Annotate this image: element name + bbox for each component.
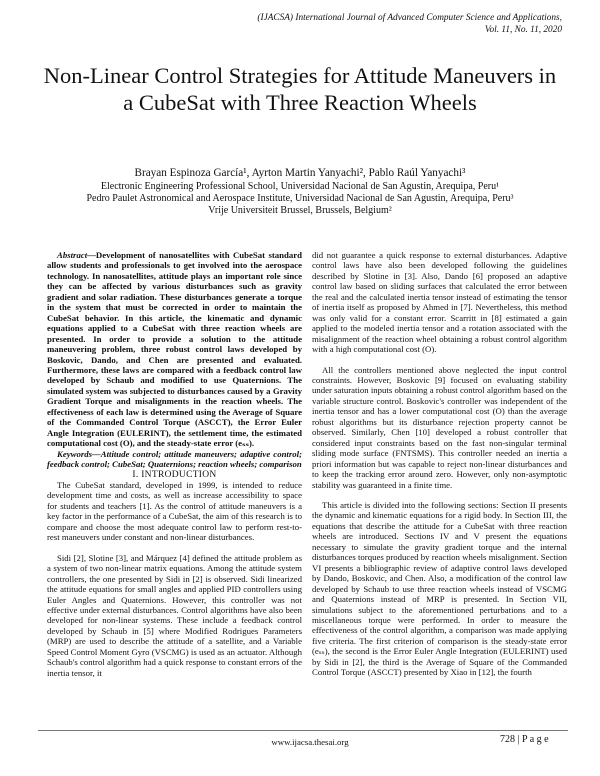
author-block bbox=[40, 165, 560, 217]
intro-paragraph-1: The CubeSat standard, developed in 1999, is intended to reduce development time and costs, as well as increase accessibility to space for students and teachers [1]. As the control of attitude maneuvers is a key factor in the performance of a CubeSat, the aim of this research is to compare and choose the most adequate control law to perform rest-to-rest maneuvers under constant and non-linear disturbances. bbox=[47, 479, 302, 543]
abstract-label: Abstract bbox=[57, 250, 88, 260]
abstract-text: —Development of nanosatellites with CubeSat standard allow students and professionals to get involved into the aerospace technology. In nanosatellites, attitude plays an important role since they can be affected by various disturbances such as gravity gradient and solar radiation. These disturbances generate a torque in the system that must be corrected in order to maintain the CubeSat behavior. In this article, the kinematic and dynamic equations applied to a CubeSat with three reaction wheels are presented. In order to provide a solution to the attitude maneuvering problem, three robust control laws developed by Boskovic, Dando, and Chen are presented and evaluated. Furthermore, these laws are compared with a feedback control law developed by Schaub and modified to use Quaternions. The simulated system was subjected to disturbances caused by a Gravity Gradient Torque and misalignments in the reaction wheels. The effectiveness of each law is determined using the Average of Square of the Commanded Control Torque (ASCCT), the Error Euler Angle Integration (EULERINT), the settlement time, the estimated computational cost (O), and the steady-state error (eₛₛ). bbox=[47, 250, 302, 449]
footer-url: www.ijacsa.thesai.org bbox=[271, 737, 349, 747]
left-column bbox=[47, 250, 302, 678]
footer-divider bbox=[38, 730, 568, 731]
keywords-text: —Attitude control; attitude maneuvers; adaptive control; feedback control; CubeSat; Quaternions; reaction wheels; comparison bbox=[47, 448, 302, 470]
keywords-label: Keywords bbox=[57, 448, 92, 459]
intro-paragraph-2: Sidi [2], Slotine [3], and Márquez [4] defined the attitude problem as a system of two non-linear matrix equations. Among the attitude system controllers, the one presented by Sidi in [2] is observed. Sidi linearized the attitude equations for small angles and applied PID controllers using Euler Angles and Quaternions. However, this controller was not effective under external disturbances. Control algorithms have also been developed for non-linear systems. These include a feedback control developed by Schaub in [5] where Modified Rodrigues Parameters (MRP) are used to describe the attitude of a satellite, and a Variable Speed Control Moment Gyro (VSCMG) is used as an actuator. Although Schaub's control algorithm had a quick response to constant errors of the inertia tensor, it bbox=[47, 552, 302, 678]
right-column bbox=[312, 250, 567, 678]
affiliation-3: Vrije Universiteit Brussel, Brussels, Belgium² bbox=[208, 205, 392, 216]
footer-page-number: 728 | P a g e bbox=[500, 734, 549, 745]
affiliation-1: Electronic Engineering Professional School, Universidad Nacional de San Agustin, Arequipa, Peru¹ bbox=[100, 181, 500, 192]
section-heading-introduction: I. INTRODUCTION bbox=[132, 469, 217, 480]
affiliation-2: Pedro Paulet Astronomical and Aerospace Institute, Universidad Nacional de San Agustin, Arequipa, Peru³ bbox=[86, 193, 514, 204]
right-paragraph-1: did not guarantee a quick response to external disturbances. Adaptive control laws have also been developed following the guidelines described by Slotine in [3]. Also, Dando [6] proposed an adaptive control law based on sliding surfaces that calculated the error between the real and the calculated inertia tensor instead of estimating the tensor of inertia itself as proposed by Ahmed in [7]. Nevertheless, this method was only valid for a constant error. Scarritt in [8] estimated a gain applied to the modeled inertia tensor and a rotation associated with the misalignment of the reaction wheel obtaining a robust control algorithm with a high computational cost (O). bbox=[312, 250, 567, 355]
right-paragraph-3: This article is divided into the following sections: Section II presents the dynamic and kinematic equations for a rigid body. In Section III, the equations that describe the attitude for a CubeSat with three reaction wheels are introduced. Sections IV and V present the equations necessary to simulate the gravity gradient torque and the internal disturbances torques produced by reaction wheels misalignment. Section VI presents a bibliographic review of adaptive control laws developed by Dando, Boskovic, and Chen. Also, a modification of the control law developed by Schaub to use three reaction wheels instead of VSCMG and Quaternions instead of MRP is presented. In Section VII, simulations subject to the aforementioned perturbations and to a miscellaneous torque were performed. In order to measure the effectiveness of the control algorithm, a comparison was made applying five criteria. The first criterion of comparison is the steady-state error (eₛₛ), the second is the Error Euler Angle Integration (EULERINT) used by Sidi in [2], the third is the Average of Square of the Commanded Control Torque (ASCCT) presented by Xiao in [12], the fourth bbox=[312, 499, 567, 678]
keywords bbox=[47, 449, 302, 470]
journal-name: (IJACSA) International Journal of Advanced Computer Science and Applications, bbox=[257, 13, 562, 23]
right-paragraph-2: All the controllers mentioned above neglected the input control constraints. However, Boskovic [9] focused on evaluating stability under saturation inputs obtaining a robust control algorithm based on the variable structure control. Boskovic's controller was independent of the inertia tensor and has a lower computational cost (O) than the average robust algorithms but its disturbance rejection property cannot be observed. Similarly, Chen [10] developed a robust controller that considered input constraints based on the fast non-singular terminal sliding mode surface (FNTSMS). This controller needed an inertia a priori information but was capable to reject non-linear disturbances and to keep the tracking error around zero. However, only non-asymptotic stability was guaranteed in a finite time. bbox=[312, 364, 567, 490]
journal-header bbox=[162, 13, 562, 36]
journal-volume: Vol. 11, No. 11, 2020 bbox=[484, 24, 562, 35]
paper-title: Non-Linear Control Strategies for Attitude Maneuvers in a CubeSat with Three Reaction Wheels bbox=[43, 63, 557, 115]
abstract bbox=[47, 250, 302, 449]
author-names: Brayan Espinoza García¹, Ayrton Martin Yanyachi², Pablo Raúl Yanyachi³ bbox=[134, 167, 466, 179]
